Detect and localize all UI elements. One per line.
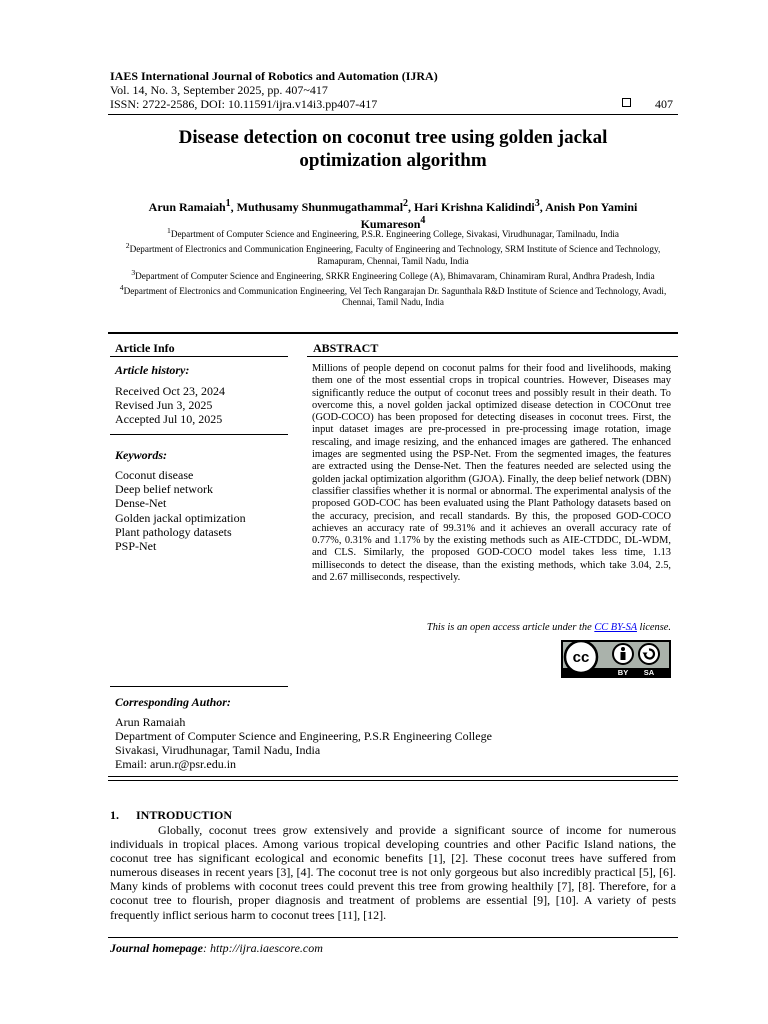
keyword: Deep belief network	[115, 482, 213, 497]
keyword-list	[115, 468, 290, 553]
author-sep: ,	[230, 200, 237, 214]
corresponding-dept: Department of Computer Science and Engineering, P.S.R Engineering College	[115, 729, 492, 743]
homepage-label: Journal homepage	[110, 941, 204, 955]
keyword: PSP-Net	[115, 539, 157, 554]
keyword: Plant pathology datasets	[115, 524, 232, 539]
affiliation-sup: 1	[166, 226, 171, 235]
affiliation	[110, 282, 676, 308]
author-sup: 2	[403, 198, 409, 209]
affiliation-sup: 4	[119, 283, 124, 292]
journal-issn: ISSN: 2722-2586, DOI: 10.11591/ijra.v14i3.pp407-417	[110, 97, 378, 111]
keyword: Coconut disease	[115, 468, 194, 482]
abstract-rule	[307, 356, 678, 357]
author-name: Muthusamy Shunmugathammal	[236, 200, 404, 214]
affiliation-sup: 3	[131, 267, 136, 277]
abstract-text: Millions of people depend on coconut palms for their food and livelihoods, making them one of the most essential crops in tropical countries. However, Diseases may significantly reduce the output of coconut trees and possibly result in their death. To overcome this, a novel golden jackal optimized disease detection in COCOnut tree (GOD-COCO) has been proposed for detecting diseases in coconut trees. First, the input dataset images are pre-processed in pre-processing image rotation, image rescaling, and image resizing, and the enhanced images are gathered. The enhanced images are segmented using the PSP-Net. From the segmented images, the features are extracted using the Dense-Net. Then the features needed are selected using the golden jackal optimization algorithm (GJOA). Finally, the deep belief network (DBN) classifier classifies whether it is normal or abnormal. The experimental analysis of the proposed GOD-COC has been evaluated using the Plant Pathology datasets based on the accuracy, precision, and recall standards. By this, the proposed GOD-COCO achieves an accuracy rate of 99.31% and it achieves an overall accuracy rate of 0.77%, 0.31% and 1.17% by the existing methods such as AIE-CTDDC, DL-WDM, and CLS. Similarly, the proposed GOD-COCO model takes less time, 1.13 milliseconds to detect the disease, than the existing methods, which take 3.04, 2.5, and 2.67 milliseconds, respectively.	[312, 363, 671, 584]
affiliation-text: Department of Computer Science and Engineering, SRKR Engineering College (A), Bhimavaram, Chinamiram Rural, Andhra Pradesh, India	[135, 270, 655, 281]
abstract-heading: ABSTRACT	[313, 341, 379, 355]
journal-volume: Vol. 14, No. 3, September 2025, pp. 407~417	[110, 83, 328, 97]
info-top-rule	[108, 332, 678, 334]
author-name: Hari Krishna Kalidindi	[414, 200, 535, 214]
affiliation-text: Department of Computer Science and Engineering, P.S.R. Engineering College, Sivakasi, Virudhunagar, Tamilnadu, India	[170, 229, 619, 240]
affiliations	[110, 225, 676, 308]
paper-title	[108, 126, 678, 172]
received-date: Received Oct 23, 2024	[115, 384, 225, 398]
revised-date: Revised Jun 3, 2025	[115, 398, 213, 412]
journal-homepage: Journal homepage: http://ijra.iaescore.com	[110, 941, 323, 955]
author-line-1	[108, 197, 678, 214]
journal-name: IAES International Journal of Robotics and Automation (IJRA)	[110, 69, 438, 83]
affiliation-text: Department of Electronics and Communication Engineering, Vel Tech Rangarajan Dr. Sagunthala R&D Institute of Science and Technology, Avadi, Chennai, Tamil Nadu, India	[123, 286, 667, 308]
license-suffix: license.	[636, 622, 671, 633]
keyword: Golden jackal optimization	[115, 510, 246, 525]
introduction-text: Globally, coconut trees grow extensively and provide a significant source of income for numerous individuals in tropical places. Among various tropical developing countries and other Pacific Island nations, the coconut tree has significant ecological and economic benefits [1], [2]. These coconut trees have suffered from numerous diseases in recent years [3], [4]. The coconut tree is not only gorgeous but also incredibly practical [5], [6]. Many kinds of problems with coconut trees could prevent this tree from growing healthily [7], [8]. Therefore, for a coconut tree to flourish, proper diagnosis and treatment of problems are essential [9], [10]. A variety of pests frequently inflict serious harm to coconut trees [11], [12].	[110, 823, 676, 922]
section-title: INTRODUCTION	[136, 808, 233, 822]
introduction-heading	[110, 808, 232, 823]
license-link[interactable]: CC BY-SA	[594, 622, 637, 633]
page-number: 407	[655, 97, 673, 111]
article-info-heading: Article Info	[115, 341, 175, 355]
author-sup: 4	[420, 215, 426, 226]
keywords-heading: Keywords:	[115, 448, 167, 462]
corresponding-heading: Corresponding Author:	[115, 695, 231, 709]
author-sep: ,	[539, 200, 546, 214]
license-note	[312, 622, 671, 633]
footer-rule	[108, 937, 678, 938]
cc-sa-label: SA	[643, 668, 655, 677]
author-name: Kumareson	[360, 217, 421, 231]
author-sup: 1	[225, 198, 231, 209]
author-sup: 3	[534, 198, 540, 209]
square-bullet-icon	[622, 98, 631, 107]
affiliation	[110, 240, 676, 266]
homepage-link[interactable]: http://ijra.iaescore.com	[210, 941, 323, 955]
accepted-date: Accepted Jul 10, 2025	[115, 412, 223, 426]
paper-title-line1: Disease detection on coconut tree using golden jackal	[178, 127, 608, 148]
author-sep: ,	[408, 200, 415, 214]
author-name: Arun Ramaiah	[148, 200, 226, 214]
header-rule	[108, 114, 678, 115]
corresponding-name: Arun Ramaiah	[115, 715, 186, 729]
history-heading: Article history:	[115, 363, 190, 377]
affiliation-sup: 2	[125, 241, 130, 251]
cc-by-label: BY	[617, 668, 629, 677]
cc-text: cc	[572, 649, 590, 666]
history-rule	[110, 434, 288, 435]
article-info-rule	[110, 356, 288, 357]
affiliation-text: Department of Electronics and Communication Engineering, Faculty of Engineering and Technology, SRM Institute of Science and Technology, Ramapuram, Chennai, Tamil Nadu, India	[129, 244, 661, 266]
affiliation	[110, 267, 676, 282]
section-double-rule	[108, 776, 678, 781]
keyword: Dense-Net	[115, 496, 167, 511]
affiliation	[110, 225, 676, 240]
corresponding-location: Sivakasi, Virudhunagar, Tamil Nadu, India	[115, 743, 321, 757]
license-prefix: This is an open access article under the	[426, 622, 595, 633]
corresponding-email: Email: arun.r@psr.edu.in	[115, 757, 237, 771]
cc-by-sa-icon[interactable]	[561, 640, 671, 678]
section-number: 1.	[110, 808, 119, 822]
keywords-rule	[110, 686, 288, 687]
paper-title-line2: optimization algorithm	[299, 150, 487, 171]
author-name: Anish Pon Yamini	[545, 200, 638, 214]
